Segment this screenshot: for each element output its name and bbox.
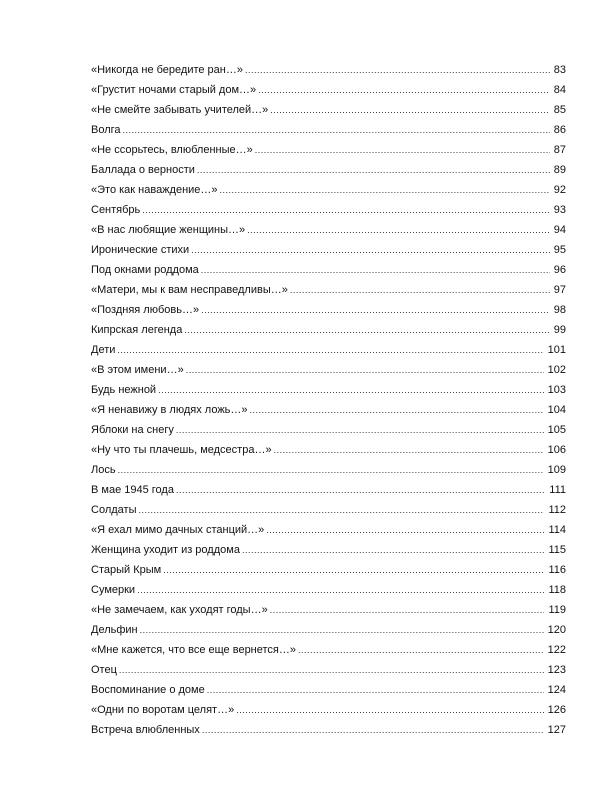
toc-entry-page: 115 bbox=[548, 544, 566, 556]
toc-entry-page: 120 bbox=[547, 624, 566, 636]
toc-dot-leader bbox=[176, 480, 545, 500]
toc-entry-title: «Я ехал мимо дачных станций…» bbox=[91, 524, 265, 536]
toc-entry[interactable] bbox=[91, 160, 566, 180]
toc-entry-title: «Не ссорьтесь, влюбленные…» bbox=[91, 144, 253, 156]
toc-dot-leader bbox=[270, 600, 545, 620]
toc-entry[interactable] bbox=[91, 700, 566, 720]
toc-entry[interactable] bbox=[91, 720, 566, 740]
toc-dot-leader bbox=[201, 300, 550, 320]
toc-entry[interactable] bbox=[91, 100, 566, 120]
toc-entry-title: «Одни по воротам целят…» bbox=[91, 704, 235, 716]
toc-entry-title: Воспоминание о доме bbox=[91, 684, 205, 696]
toc-dot-leader bbox=[186, 360, 544, 380]
toc-dot-leader bbox=[258, 80, 550, 100]
toc-entry-page: 94 bbox=[553, 224, 566, 236]
toc-entry-title: Дети bbox=[91, 344, 116, 356]
toc-entry[interactable] bbox=[91, 120, 566, 140]
toc-entry-page: 102 bbox=[547, 364, 566, 376]
toc-entry-page: 83 bbox=[553, 64, 566, 76]
toc-dot-leader bbox=[176, 420, 544, 440]
toc-dot-leader bbox=[119, 660, 544, 680]
toc-entry-page: 98 bbox=[553, 304, 566, 316]
toc-dot-leader bbox=[163, 560, 544, 580]
toc-entry-page: 84 bbox=[553, 84, 566, 96]
toc-entry-page: 112 bbox=[548, 504, 566, 516]
toc-entry[interactable] bbox=[91, 280, 566, 300]
toc-entry-page: 99 bbox=[553, 324, 566, 336]
toc-dot-leader bbox=[137, 580, 544, 600]
toc-entry-title: Сумерки bbox=[91, 584, 136, 596]
toc-dot-leader bbox=[138, 500, 544, 520]
toc-dot-leader bbox=[290, 280, 550, 300]
toc-entry[interactable] bbox=[91, 560, 566, 580]
toc-dot-leader bbox=[191, 240, 550, 260]
toc-entry-page: 89 bbox=[553, 164, 566, 176]
toc-entry[interactable] bbox=[91, 580, 566, 600]
toc-dot-leader bbox=[270, 100, 549, 120]
toc-dot-leader bbox=[274, 440, 544, 460]
toc-entry-title: Встреча влюбленных bbox=[91, 724, 200, 736]
toc-entry-page: 92 bbox=[553, 184, 566, 196]
toc-dot-leader bbox=[266, 520, 544, 540]
toc-entry-title: Яблоки на снегу bbox=[91, 424, 174, 436]
toc-dot-leader bbox=[123, 120, 550, 140]
toc-entry[interactable] bbox=[91, 360, 566, 380]
toc-entry[interactable] bbox=[91, 500, 566, 520]
toc-entry[interactable] bbox=[91, 660, 566, 680]
toc-entry-title: «Ну что ты плачешь, медсестра…» bbox=[91, 444, 272, 456]
toc-dot-leader bbox=[118, 460, 544, 480]
toc-entry-page: 85 bbox=[553, 104, 566, 116]
toc-entry[interactable] bbox=[91, 380, 566, 400]
toc-entry[interactable] bbox=[91, 220, 566, 240]
toc-dot-leader bbox=[236, 700, 543, 720]
toc-entry-title: «Грустит ночами старый дом…» bbox=[91, 84, 257, 96]
toc-entry-page: 95 bbox=[553, 244, 566, 256]
toc-entry-title: «Никогда не бередите ран…» bbox=[91, 64, 243, 76]
toc-entry-title: «В нас любящие женщины…» bbox=[91, 224, 246, 236]
toc-entry-title: Солдаты bbox=[91, 504, 137, 516]
toc-dot-leader bbox=[207, 680, 544, 700]
toc-entry-title: Лось bbox=[91, 464, 116, 476]
toc-entry-page: 86 bbox=[553, 124, 566, 136]
toc-entry-page: 103 bbox=[547, 384, 566, 396]
toc-entry-page: 87 bbox=[553, 144, 566, 156]
toc-entry-title: «Поздняя любовь…» bbox=[91, 304, 200, 316]
toc-entry[interactable] bbox=[91, 320, 566, 340]
toc-entry-title: Женщина уходит из роддома bbox=[91, 544, 240, 556]
toc-dot-leader bbox=[184, 320, 549, 340]
toc-dot-leader bbox=[245, 60, 550, 80]
toc-entry-title: «Не смейте забывать учителей…» bbox=[91, 104, 269, 116]
toc-entry-title: В мае 1945 года bbox=[91, 484, 174, 496]
toc-entry-title: Баллада о верности bbox=[91, 164, 195, 176]
toc-entry[interactable] bbox=[91, 440, 566, 460]
toc-entry[interactable] bbox=[91, 140, 566, 160]
toc-entry[interactable] bbox=[91, 620, 566, 640]
toc-entry[interactable] bbox=[91, 420, 566, 440]
toc-entry-page: 126 bbox=[547, 704, 566, 716]
toc-dot-leader bbox=[202, 720, 544, 740]
toc-entry-page: 111 bbox=[549, 484, 566, 496]
toc-entry-title: Отец bbox=[91, 664, 117, 676]
toc-dot-leader bbox=[158, 380, 544, 400]
toc-dot-leader bbox=[247, 220, 550, 240]
toc-entry-title: «Не замечаем, как уходят годы…» bbox=[91, 604, 268, 616]
toc-entry-title: Под окнами роддома bbox=[91, 264, 199, 276]
toc-entry-page: 93 bbox=[553, 204, 566, 216]
toc-entry-title: Дельфин bbox=[91, 624, 138, 636]
toc-entry[interactable] bbox=[91, 480, 566, 500]
toc-dot-leader bbox=[220, 180, 550, 200]
toc-entry-title: Будь нежной bbox=[91, 384, 157, 396]
toc-entry-page: 104 bbox=[547, 404, 566, 416]
toc-entry-page: 96 bbox=[553, 264, 566, 276]
toc-entry-title: «В этом имени…» bbox=[91, 364, 184, 376]
toc-entry[interactable] bbox=[91, 460, 566, 480]
toc-entry[interactable] bbox=[91, 180, 566, 200]
toc-entry-title: Старый Крым bbox=[91, 564, 162, 576]
toc-entry-page: 127 bbox=[547, 724, 566, 736]
toc-dot-leader bbox=[197, 160, 550, 180]
toc-entry-page: 106 bbox=[547, 444, 566, 456]
toc-entry[interactable] bbox=[91, 640, 566, 660]
toc-entry-title: Иронические стихи bbox=[91, 244, 190, 256]
toc-entry[interactable] bbox=[91, 340, 566, 360]
toc-entry[interactable] bbox=[91, 600, 566, 620]
toc-entry[interactable] bbox=[91, 680, 566, 700]
toc-entry[interactable] bbox=[91, 300, 566, 320]
table-of-contents bbox=[91, 60, 566, 740]
toc-entry-title: «Я ненавижу в людях ложь…» bbox=[91, 404, 248, 416]
toc-entry-page: 119 bbox=[548, 604, 566, 616]
toc-entry-page: 101 bbox=[547, 344, 566, 356]
toc-dot-leader bbox=[255, 140, 550, 160]
toc-dot-leader bbox=[140, 620, 544, 640]
toc-entry-title: Кипрская легенда bbox=[91, 324, 183, 336]
toc-entry[interactable] bbox=[91, 520, 566, 540]
toc-dot-leader bbox=[242, 540, 545, 560]
toc-entry[interactable] bbox=[91, 400, 566, 420]
toc-dot-leader bbox=[250, 400, 544, 420]
toc-entry[interactable] bbox=[91, 260, 566, 280]
toc-entry[interactable] bbox=[91, 540, 566, 560]
toc-entry-title: «Это как наваждение…» bbox=[91, 184, 218, 196]
toc-entry[interactable] bbox=[91, 60, 566, 80]
toc-dot-leader bbox=[117, 340, 543, 360]
toc-entry-title: Сентябрь bbox=[91, 204, 141, 216]
toc-entry-page: 97 bbox=[553, 284, 566, 296]
toc-entry-page: 116 bbox=[548, 564, 566, 576]
toc-entry-page: 122 bbox=[547, 644, 566, 656]
toc-entry-title: «Матери, мы к вам несправедливы…» bbox=[91, 284, 288, 296]
toc-entry-title: «Мне кажется, что все еще вернется…» bbox=[91, 644, 296, 656]
toc-entry[interactable] bbox=[91, 200, 566, 220]
toc-dot-leader bbox=[142, 200, 549, 220]
toc-entry-page: 114 bbox=[548, 524, 566, 536]
toc-entry-page: 109 bbox=[547, 464, 566, 476]
toc-entry-page: 124 bbox=[547, 684, 566, 696]
toc-dot-leader bbox=[201, 260, 550, 280]
toc-entry-page: 118 bbox=[548, 584, 566, 596]
toc-entry-page: 105 bbox=[547, 424, 566, 436]
toc-entry[interactable] bbox=[91, 240, 566, 260]
toc-entry[interactable] bbox=[91, 80, 566, 100]
toc-entry-title: Волга bbox=[91, 124, 121, 136]
toc-entry-page: 123 bbox=[547, 664, 566, 676]
toc-dot-leader bbox=[298, 640, 544, 660]
